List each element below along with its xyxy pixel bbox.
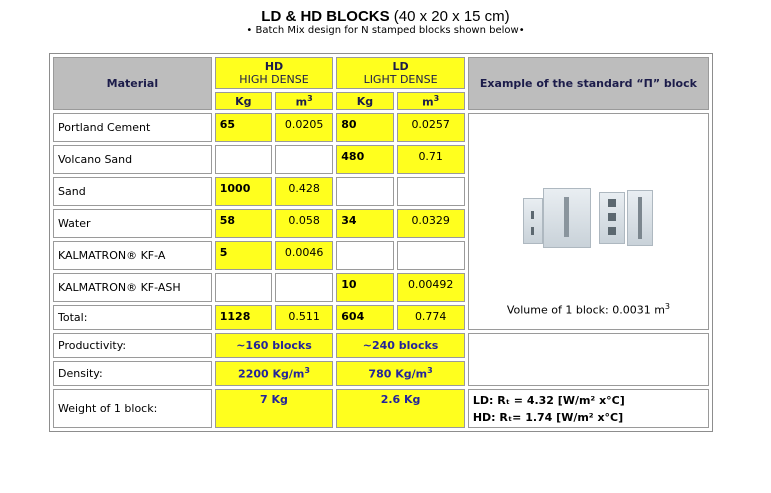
hd-kg-cell: [215, 145, 272, 174]
ld-kg-cell: 80: [336, 113, 393, 142]
ld-r-value: LD: Rₜ = 4.32 [W/m² x°C]: [472, 393, 625, 407]
hd-weight: 7 Kg: [215, 389, 334, 428]
ld-kg-cell: 34: [336, 209, 393, 238]
page-title: [0, 8, 771, 25]
hd-productivity: ~160 blocks: [215, 333, 334, 358]
title-main: LD & HD BLOCKS: [261, 8, 390, 25]
hd-kg-cell: 5: [215, 241, 272, 270]
row-total-label: Total:: [53, 305, 212, 330]
hd-kg-header: Kg: [215, 92, 272, 110]
weight-label: Weight of 1 block:: [53, 389, 212, 428]
ld-m3-cell: [397, 241, 465, 270]
productivity-label: Productivity:: [53, 333, 212, 358]
header-example: Example of the standard “П” block: [468, 57, 709, 110]
header-material: Material: [53, 57, 212, 110]
row-material: KALMATRON® KF-ASH: [53, 273, 212, 302]
row-material: Sand: [53, 177, 212, 206]
block-image: [523, 188, 653, 246]
hd-kg-total: 1128: [215, 305, 272, 330]
header-ld: LD LIGHT DENSE: [336, 57, 465, 89]
row-material: KALMATRON® KF-A: [53, 241, 212, 270]
block-volume: Volume of 1 block: 0.0031 $m^3$: [506, 302, 671, 317]
title-dims: (40 x 20 x 15 cm): [393, 8, 510, 25]
ld-m3-cell: 0.0329: [397, 209, 465, 238]
ld-weight: 2.6 Kg: [336, 389, 465, 428]
density-label: Density:: [53, 361, 212, 386]
ld-m3-total: 0.774: [397, 305, 465, 330]
hd-m3-total: 0.511: [275, 305, 333, 330]
hd-m3-cell: 0.428: [275, 177, 333, 206]
ld-density: 780 $Kg/m^3$: [336, 361, 465, 386]
hd-density: 2200 $Kg/m^3$: [215, 361, 334, 386]
header-hd: HD HIGH DENSE: [215, 57, 334, 89]
ld-productivity: ~240 blocks: [336, 333, 465, 358]
ld-kg-cell: 10: [336, 273, 393, 302]
r-values-cell: [468, 389, 709, 428]
hd-m3-cell: [275, 145, 333, 174]
hd-m3-cell: 0.058: [275, 209, 333, 238]
ld-m3-header: $m^3$: [397, 92, 465, 110]
ld-m3-cell: 0.71: [397, 145, 465, 174]
row-material: Water: [53, 209, 212, 238]
mix-design-table: [49, 53, 713, 432]
ld-kg-cell: 480: [336, 145, 393, 174]
hd-m3-header: $m^3$: [275, 92, 333, 110]
hd-kg-cell: 1000: [215, 177, 272, 206]
hd-r-value: HD: Rₜ= 1.74 [W/m² x°C]: [472, 410, 624, 424]
ld-kg-cell: [336, 177, 393, 206]
ld-kg-total: 604: [336, 305, 393, 330]
hd-m3-cell: [275, 273, 333, 302]
row-material: Volcano Sand: [53, 145, 212, 174]
hd-m3-cell: 0.0205: [275, 113, 333, 142]
ld-kg-cell: [336, 241, 393, 270]
hd-kg-cell: [215, 273, 272, 302]
page-subtitle: • Batch Mix design for N stamped blocks shown below•: [246, 25, 525, 36]
hd-m3-cell: 0.0046: [275, 241, 333, 270]
ld-m3-cell: 0.0257: [397, 113, 465, 142]
hd-kg-cell: 65: [215, 113, 272, 142]
ld-kg-header: Kg: [336, 92, 393, 110]
blank-cell: [468, 333, 709, 386]
ld-m3-cell: 0.00492: [397, 273, 465, 302]
ld-m3-cell: [397, 177, 465, 206]
row-material: Portland Cement: [53, 113, 212, 142]
example-block-cell: [468, 113, 709, 330]
hd-kg-cell: 58: [215, 209, 272, 238]
